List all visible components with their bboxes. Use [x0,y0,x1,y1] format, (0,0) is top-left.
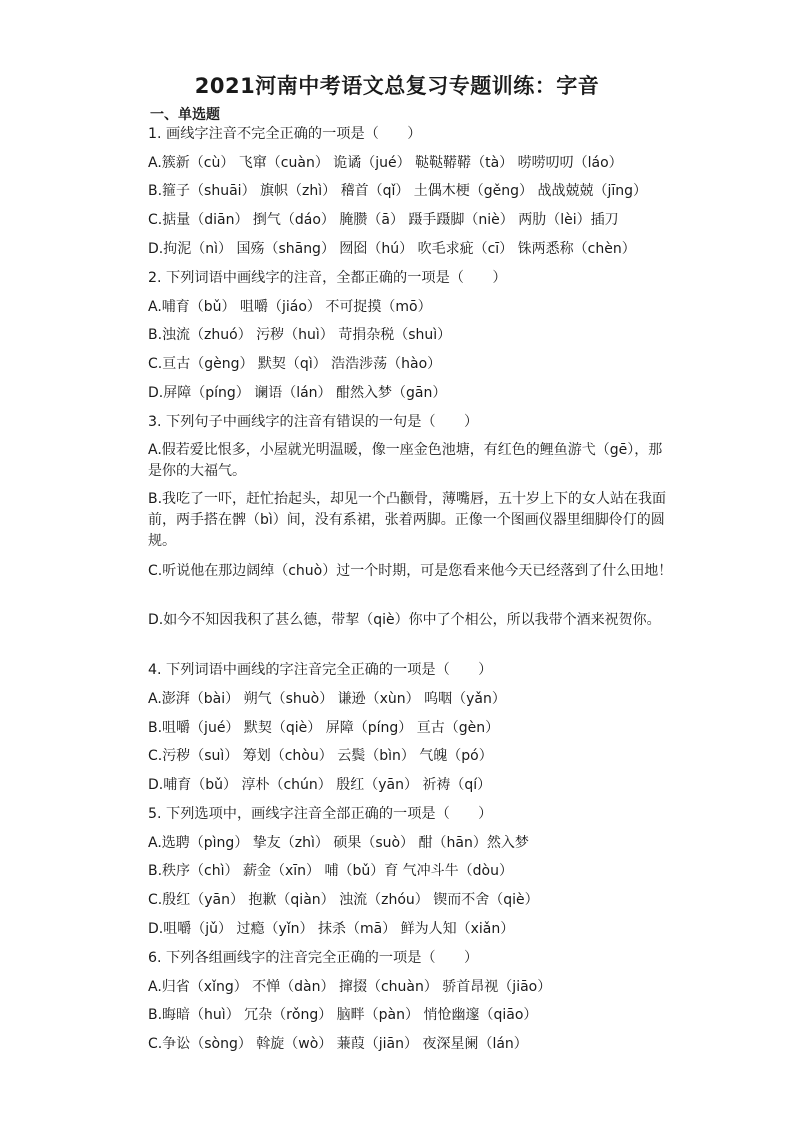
q3-option-b: B.我吃了一吓，赶忙抬起头，却见一个凸颧骨，薄嘴唇，五十岁上下的女人站在我面前，两手搭在髀（bì）间，没有系裙，张着两脚。正像一个图画仪器里细脚伶仃的圆规。 [148,491,667,549]
q6-option-c: C.争讼（sòng） 斡旋（wò） 蒹葭（jiān） 夜深星阑（lán） [148,1036,528,1052]
q6-option-b: B.晦暗（huì） 冗杂（rǒng） 脑畔（pàn） 悄怆幽邃（qiāo） [148,1007,538,1023]
q3-option-c: C.听说他在那边阔绰（chuò）过一个时期，可是您看来他今天已经落到了什么田地！ [148,563,673,579]
q3-stem: 3. 下列句子中画线字的注音有错误的一句是（ ） [148,414,479,430]
q3-option-d: D.如今不知因我积了甚么德，带挈（qiè）你中了个相公，所以我带个酒来祝贺你。 [148,612,661,628]
q1-stem: 1. 画线字注音不完全正确的一项是（ ） [148,126,422,142]
q2-option-d: D.屏障（píng） 谰语（lán） 酣然入梦（gān） [148,385,447,401]
q5-stem: 5. 下列选项中，画线字注音全部正确的一项是（ ） [148,806,493,822]
q1-option-b: B.箍子（shuāi） 旗帜（zhì） 稽首（qǐ） 土偶木梗（gěng） 战战兢兢（jīng） [148,183,648,199]
q1-option-d: D.拘泥（nì） 国殇（shāng） 囫囵（hú） 吹毛求疵（cī） 铢两悉称（chèn） [148,241,636,257]
page-title: 2021河南中考语文总复习专题训练：字音 [194,74,600,98]
q6-stem: 6. 下列各组画线字的注音完全正确的一项是（ ） [148,950,479,966]
q4-stem: 4. 下列词语中画线的字注音完全正确的一项是（ ） [148,662,493,678]
q3-option-a: A.假若爱比恨多，小屋就光明温暖，像一座金色池塘，有红色的鲤鱼游弋（gē），那是你的大福气。 [148,442,663,479]
q6-option-a: A.归省（xǐng） 不惮（dàn） 撺掇（chuàn） 骄首昂视（jiāo） [148,979,552,995]
q5-option-b: B.秩序（chì） 薪金（xīn） 哺（bǔ）育 气冲斗牛（dòu） [148,863,513,879]
q4-option-a: A.澎湃（bài） 朔气（shuò） 谦逊（xùn） 呜咽（yǎn） [148,691,506,707]
section-heading: 一、单选题 [150,107,220,123]
q2-option-a: A.哺育（bǔ） 咀嚼（jiáo） 不可捉摸（mō） [148,299,432,315]
q1-option-a: A.簇新（cù） 飞窜（cuàn） 诡谲（jué） 鞑鞑鞯鞯（tà） 唠唠叨叨（láo） [148,155,623,171]
q2-option-b: B.浊流（zhuó） 污秽（huì） 苛捐杂税（shuì） [148,327,452,343]
q1-option-c: C.掂量（diān） 捯气（dáo） 腌臜（ā） 蹑手蹑脚（niè） 两肋（lèi）插刀 [148,212,619,228]
q4-option-d: D.哺育（bǔ） 淳朴（chún） 殷红（yān） 祈祷（qí） [148,777,492,793]
q5-option-a: A.选聘（pìng） 挚友（zhì） 硕果（suò） 酣（hān）然入梦 [148,835,529,851]
q4-option-b: B.咀嚼（jué） 默契（qiè） 屏障（píng） 亘古（gèn） [148,720,500,736]
q2-option-c: C.亘古（gèng） 默契（qì） 浩浩涉荡（hào） [148,356,442,372]
q5-option-c: C.殷红（yān） 抱歉（qiàn） 浊流（zhóu） 锲而不舍（qiè） [148,892,539,908]
q2-stem: 2. 下列词语中画线字的注音，全都正确的一项是（ ） [148,270,507,286]
q4-option-c: C.污秽（suì） 筹划（chòu） 云鬓（bìn） 气魄（pó） [148,748,493,764]
q5-option-d: D.咀嚼（jǔ） 过瘾（yǐn） 抹杀（mā） 鲜为人知（xiǎn） [148,921,515,937]
